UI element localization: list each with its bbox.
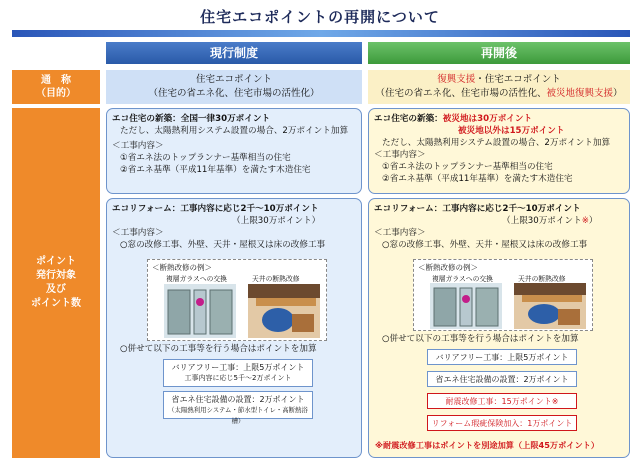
- current-reform-headline: エコリフォーム：工事内容に応じ2千～10万ポイント: [112, 204, 319, 214]
- new-reform-work-title: ＜工事内容＞: [374, 228, 426, 238]
- purpose-current: [106, 70, 362, 104]
- purpose-current-line2: （住宅の省エネ化、住宅市場の活性化）: [148, 88, 320, 99]
- new-reform-cap-close: ）: [588, 216, 598, 226]
- row-label-points-line1: ポイント: [36, 256, 76, 267]
- current-reform-cap: （上限30万ポイント）: [232, 216, 321, 226]
- current-reform-work-title: ＜工事内容＞: [112, 228, 164, 238]
- double-glazing-photo: [164, 284, 236, 338]
- new-newbuild-solar: ただし、太陽熱利用システム設置の場合、2万ポイント加算: [382, 138, 611, 148]
- header-current-system: 現行制度: [106, 42, 362, 64]
- new-reform-work-item: ○窓の改修工事、外壁、天井・屋根又は床の改修工事: [382, 240, 588, 250]
- row-label-points-line4: ポイント数: [31, 298, 81, 309]
- current-newbuild-item1: ①省エネ法のトップランナー基準相当の住宅: [120, 153, 291, 163]
- new-reform-panel: [368, 198, 630, 458]
- purpose-new: [368, 70, 630, 104]
- new-double-glazing-photo: [430, 283, 502, 329]
- new-newbuild-work-title: ＜工事内容＞: [374, 150, 426, 160]
- purpose-new-line2a: （住宅の省エネ化、住宅市場の活性化、: [375, 88, 547, 99]
- new-newbuild-lead: エコ住宅の新築：: [374, 114, 443, 124]
- new-newbuild-other-points: 被災地以外は15万ポイント: [458, 126, 565, 136]
- purpose-new-disaster: 被災地復興支援: [546, 88, 613, 99]
- current-barrierfree-label: バリアフリー工事：上限5万ポイント: [171, 363, 305, 372]
- purpose-new-eco: ・住宅エコポイント: [475, 74, 561, 85]
- new-newbuild-item2: ②省エネ基準（平成11年基準）を満たす木造住宅: [382, 174, 573, 184]
- current-addon-heading: ○併せて以下の工事等を行う場合はポイントを加算: [120, 344, 317, 354]
- row-label-points-line3: 及び: [46, 284, 66, 295]
- current-insulation-example: [147, 259, 327, 341]
- new-reform-headline: エコリフォーム：工事内容に応じ2千～10万ポイント: [374, 204, 581, 214]
- new-ceiling-insulation-photo: [514, 283, 586, 329]
- new-seismic-box: 耐震改修工事：15万ポイント※: [427, 393, 577, 409]
- header-after-restart: 再開後: [368, 42, 630, 64]
- new-seismic-note: ※耐震改修工事はポイントを別途加算（上限45万ポイント）: [375, 440, 600, 450]
- ceiling-insulation-photo: [248, 284, 320, 338]
- new-newbuild-disaster-points: 被災地は30万ポイント: [442, 114, 533, 124]
- new-newbuild-panel: [368, 108, 630, 194]
- row-label-points: [12, 108, 100, 458]
- current-newbuild-work-title: ＜工事内容＞: [112, 141, 164, 151]
- title-underline-bar: [12, 30, 630, 37]
- new-photo-label-ceiling: 天井の断熱改修: [518, 275, 566, 283]
- new-defect-insurance-box: リフォーム瑕疵保険加入：1万ポイント: [427, 415, 577, 431]
- current-reform-work-item: ○窓の改修工事、外壁、天井・屋根又は床の改修工事: [120, 240, 326, 250]
- current-photo-label-glass: 複層ガラスへの交換: [166, 275, 227, 283]
- new-newbuild-item1: ①省エネ法のトップランナー基準相当の住宅: [382, 162, 553, 172]
- current-photo-title: ＜断熱改修の例＞: [152, 263, 212, 272]
- page-title: 住宅エコポイントの再開について: [200, 8, 440, 26]
- current-newbuild-headline: エコ住宅の新築：全国一律30万ポイント: [112, 114, 271, 124]
- new-reform-cap-mark: ※: [581, 216, 589, 226]
- current-barrierfree-detail: 工事内容に応じ5千～2万ポイント: [184, 374, 292, 382]
- new-reform-cap: （上限30万ポイント: [502, 216, 582, 226]
- new-equipment-box: 省エネ住宅設備の設置：2万ポイント: [427, 371, 577, 387]
- new-insulation-example: [413, 259, 593, 331]
- row-label-name: [12, 70, 100, 104]
- current-equipment-box: [163, 391, 313, 425]
- new-barrierfree-box: バリアフリー工事：上限5万ポイント: [427, 349, 577, 365]
- new-addon-heading: ○併せて以下の工事等を行う場合はポイントを加算: [382, 334, 579, 344]
- current-equipment-detail: （太陽熱利用システム・節水型トイレ・高断熱浴槽）: [168, 406, 308, 425]
- current-reform-panel: [106, 198, 362, 458]
- current-barrierfree-box: [163, 359, 313, 387]
- current-photo-label-ceiling: 天井の断熱改修: [252, 275, 300, 283]
- purpose-new-recovery: 復興支援: [437, 74, 476, 85]
- new-photo-title: ＜断熱改修の例＞: [418, 263, 478, 272]
- current-newbuild-item2: ②省エネ基準（平成11年基準）を満たす木造住宅: [120, 165, 311, 175]
- current-equipment-label: 省エネ住宅設備の設置：2万ポイント: [171, 395, 305, 404]
- new-photo-label-glass: 複層ガラスへの交換: [432, 275, 493, 283]
- purpose-current-line1: 住宅エコポイント: [195, 74, 272, 85]
- purpose-new-line2c: ）: [613, 88, 623, 99]
- current-newbuild-solar: ただし、太陽熱利用システム設置の場合、2万ポイント加算: [120, 126, 349, 136]
- row-label-points-line2: 発行対象: [36, 270, 76, 281]
- row-label-name-line2: （目的）: [36, 88, 76, 99]
- current-newbuild-panel: [106, 108, 362, 194]
- row-label-name-line1: 通 称: [41, 75, 71, 86]
